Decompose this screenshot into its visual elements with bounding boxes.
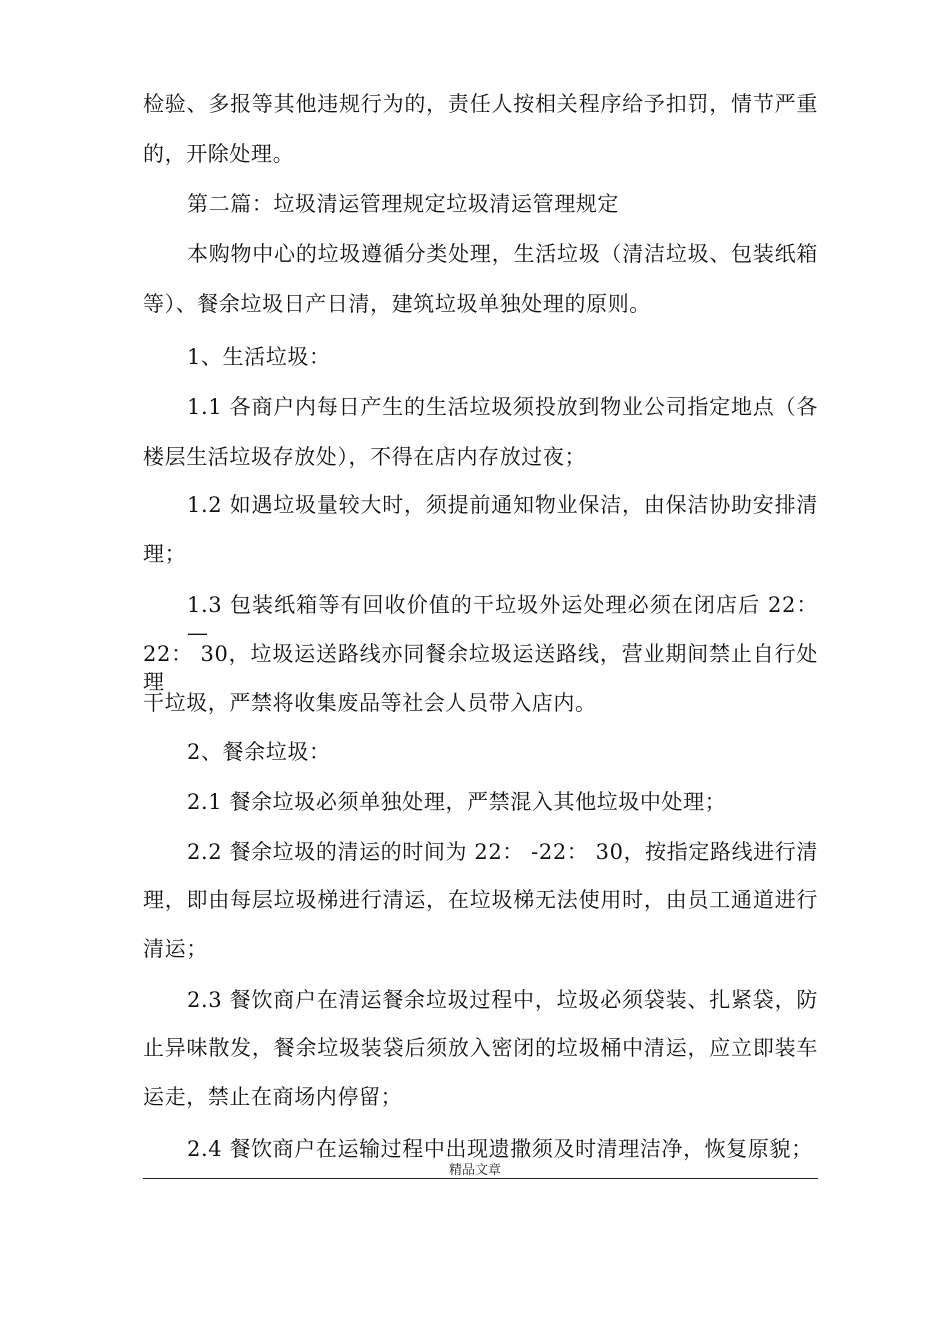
text-line: 2.2 餐余垃圾的清运的时间为 22： -22： 30，按指定路线进行清 <box>187 840 818 864</box>
text-line: 干垃圾，严禁将收集废品等社会人员带入店内。 <box>143 691 597 715</box>
text-line: 本购物中心的垃圾遵循分类处理，生活垃圾（清洁垃圾、包装纸箱 <box>187 242 818 266</box>
subheading: 2、餐余垃圾： <box>187 740 331 764</box>
subheading: 1、生活垃圾： <box>187 345 331 369</box>
footer-divider <box>143 1178 818 1179</box>
text-line: 1.1 各商户内每日产生的生活垃圾须投放到物业公司指定地点（各 <box>187 395 818 419</box>
text-line: 22： 30，垃圾运送路线亦同餐余垃圾运送路线，营业期间禁止自行处理 <box>143 642 818 694</box>
text-line: 运走，禁止在商场内停留； <box>143 1085 403 1109</box>
text-line: 的，开除处理。 <box>143 142 295 166</box>
footer-label: 精品文章 <box>448 1163 501 1178</box>
text-line: 清运； <box>143 937 208 961</box>
text-line: 检验、多报等其他违规行为的，责任人按相关程序给予扣罚，情节严重 <box>143 92 818 116</box>
text-line: 楼层生活垃圾存放处），不得在店内存放过夜； <box>143 445 587 469</box>
text-line: 2.3 餐饮商户在清运餐余垃圾过程中，垃圾必须袋装、扎紧袋，防 <box>187 988 818 1012</box>
text-line: 止异味散发，餐余垃圾装袋后须放入密闭的垃圾桶中清运，应立即装车 <box>143 1036 818 1060</box>
text-line: 2.4 餐饮商户在运输过程中出现遗撒须及时清理洁净，恢复原貌； <box>187 1137 813 1161</box>
text-line: 1.3 包装纸箱等有回收价值的干垃圾外运处理必须在闭店后 22： — <box>187 593 818 645</box>
text-line: 2.1 餐余垃圾必须单独处理，严禁混入其他垃圾中处理； <box>187 790 727 814</box>
section-heading: 第二篇：垃圾清运管理规定垃圾清运管理规定 <box>187 192 619 216</box>
text-line: 理，即由每层垃圾梯进行清运，在垃圾梯无法使用时，由员工通道进行 <box>143 888 818 912</box>
text-line: 等）、餐余垃圾日产日清，建筑垃圾单独处理的原则。 <box>143 292 651 316</box>
text-line: 理； <box>143 542 187 566</box>
text-line: 1.2 如遇垃圾量较大时，须提前通知物业保洁，由保洁协助安排清 <box>187 493 818 517</box>
